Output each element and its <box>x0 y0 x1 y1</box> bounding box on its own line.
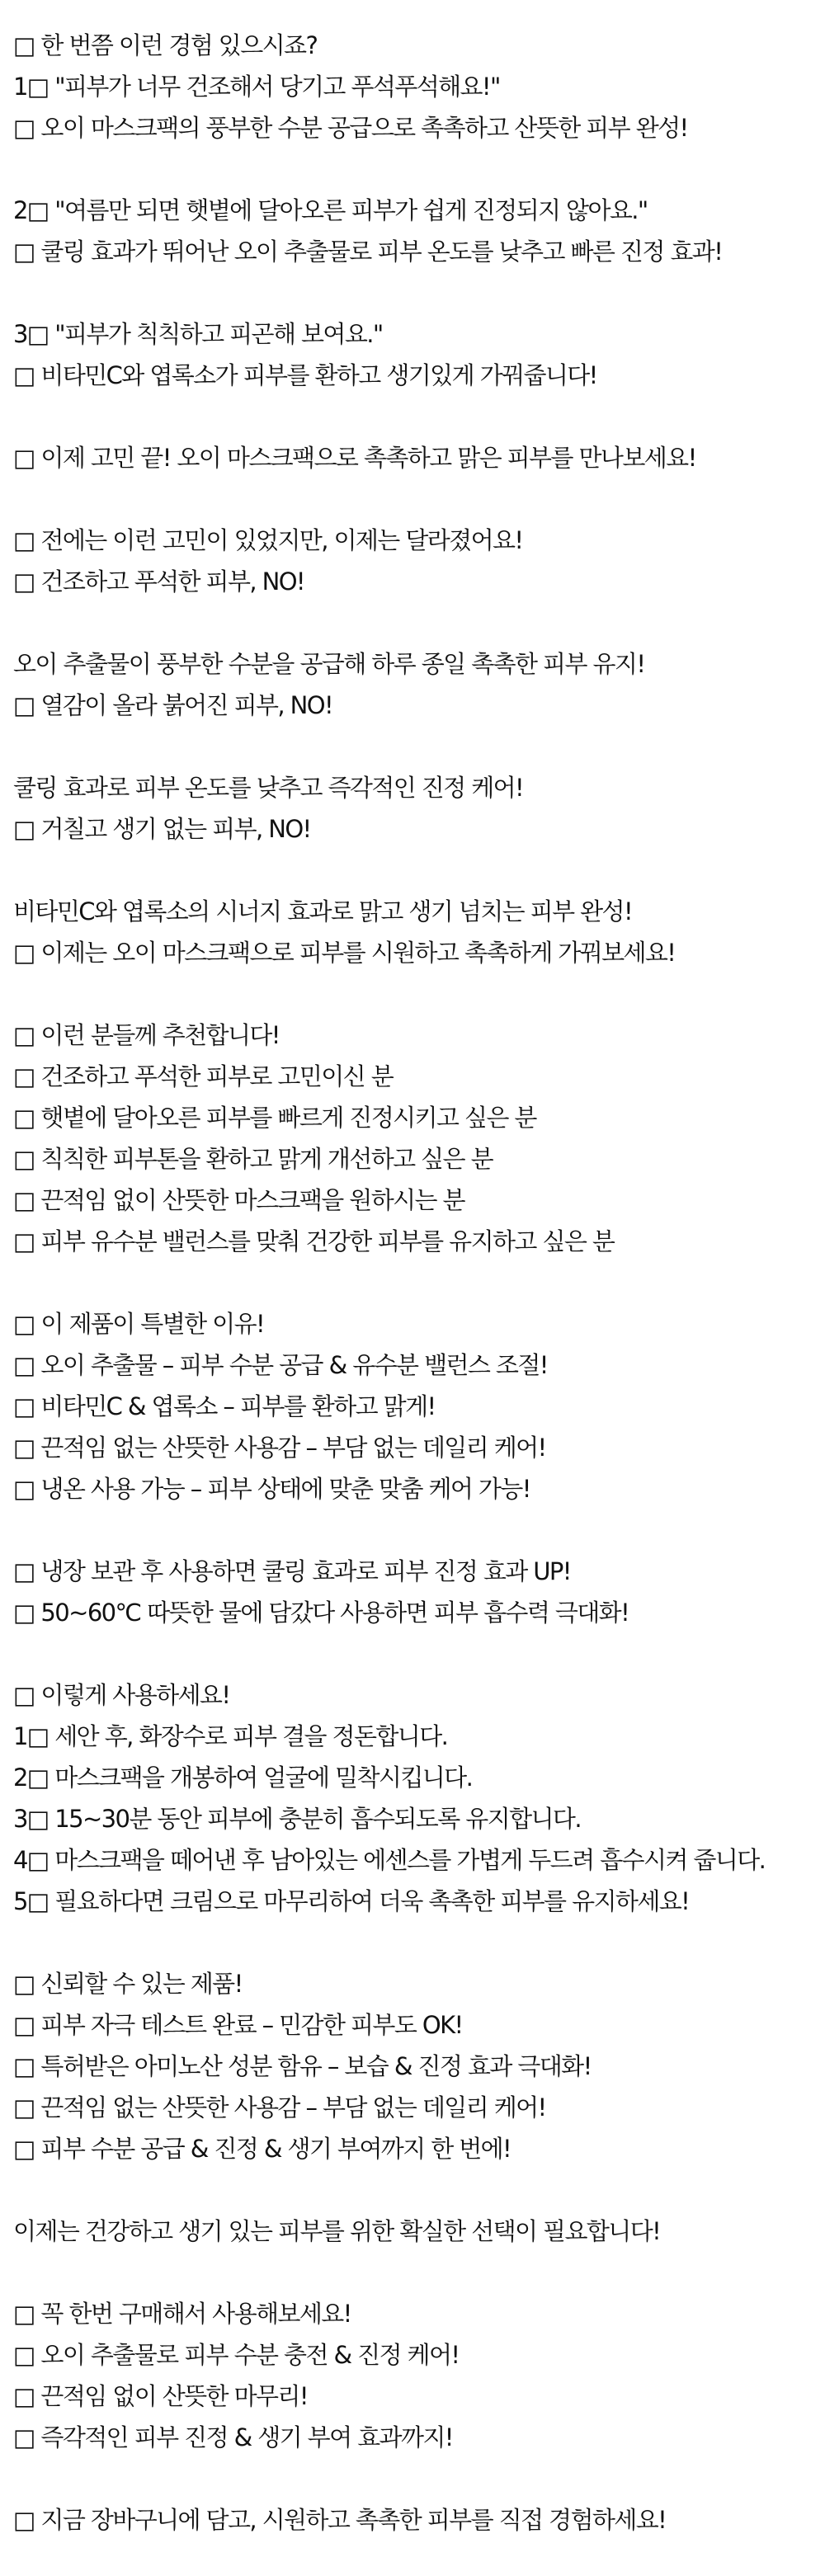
text-line: 2□ "여름만 되면 햇볕에 달아오른 피부가 쉽게 진정되지 않아요." <box>13 196 648 224</box>
text-line: 3□ 15~30분 동안 피부에 충분히 흡수되도록 유지합니다. <box>13 1805 581 1833</box>
text-line: □ 오이 마스크팩의 풍부한 수분 공급으로 촉촉하고 산뜻한 피부 완성! <box>13 114 688 142</box>
blank-line <box>13 396 825 437</box>
text-line: 비타민C와 엽록소의 시너지 효과로 맑고 생기 넘치는 피부 완성! <box>13 897 632 925</box>
text-line: □ 즉각적인 피부 진정 & 생기 부여 효과까지! <box>13 2423 453 2451</box>
text-line: □ 열감이 올라 붉어진 피부, NO! <box>13 691 332 719</box>
text-line: □ 이제 고민 끝! 오이 마스크팩으로 촉촉하고 맑은 피부를 만나보세요! <box>13 444 696 472</box>
text-line: □ 끈적임 없이 산뜻한 마스크팩을 원하시는 분 <box>13 1186 464 1214</box>
text-line: □ 건조하고 푸석한 피부로 고민이신 분 <box>13 1062 394 1090</box>
blank-line <box>13 1509 825 1551</box>
text-line: 4□ 마스크팩을 떼어낸 후 남아있는 에센스를 가볍게 두드려 흡수시켜 줍니다. <box>13 1846 766 1874</box>
text-line: □ 끈적임 없는 산뜻한 사용감 – 부담 없는 데일리 케어! <box>13 2093 546 2122</box>
text-line: □ 칙칙한 피부톤을 환하고 맑게 개선하고 싶은 분 <box>13 1145 493 1173</box>
text-line: □ 오이 추출물 – 피부 수분 공급 & 유수분 밸런스 조절! <box>13 1351 548 1379</box>
text-line: □ 한 번쯤 이런 경험 있으시죠? <box>13 31 318 59</box>
text-line: □ 쿨링 효과가 뛰어난 오이 추출물로 피부 온도를 낮추고 빠른 진정 효과! <box>13 238 723 266</box>
text-line: □ 비타민C와 엽록소가 피부를 환하고 생기있게 가꿔줍니다! <box>13 361 597 389</box>
text-line: □ 끈적임 없이 산뜻한 마무리! <box>13 2382 308 2410</box>
blank-line <box>13 2252 825 2293</box>
text-line: □ 이런 분들께 추천합니다! <box>13 1021 280 1049</box>
text-line: 3□ "피부가 칙칙하고 피곤해 보여요." <box>13 320 383 348</box>
text-line: □ 피부 유수분 밸런스를 맞춰 건강한 피부를 유지하고 싶은 분 <box>13 1227 615 1255</box>
text-line: □ 햇볕에 달아오른 피부를 빠르게 진정시키고 싶은 분 <box>13 1104 536 1132</box>
blank-line <box>13 1922 825 1963</box>
text-line: □ 지금 장바구니에 담고, 시원하고 촉촉한 피부를 직접 경험하세요! <box>13 2506 667 2534</box>
text-line: 2□ 마스크팩을 개봉하여 얼굴에 밀착시킵니다. <box>13 1764 473 1792</box>
text-line: □ 신뢰할 수 있는 제품! <box>13 1970 243 1998</box>
blank-line <box>13 2169 825 2211</box>
text-line: 5□ 필요하다면 크림으로 마무리하여 더욱 촉촉한 피부를 유지하세요! <box>13 1887 690 1915</box>
text-line: 이제는 건강하고 생기 있는 피부를 위한 확실한 선택이 필요합니다! <box>13 2217 661 2245</box>
text-line: □ 이렇게 사용하세요! <box>13 1681 230 1709</box>
text-line: □ 끈적임 없는 산뜻한 사용감 – 부담 없는 데일리 케어! <box>13 1434 546 1462</box>
text-line: □ 냉온 사용 가능 – 피부 상태에 맞춘 맞춤 케어 가능! <box>13 1475 530 1503</box>
text-line: 오이 추출물이 풍부한 수분을 공급해 하루 종일 촉촉한 피부 유지! <box>13 650 645 678</box>
blank-line <box>13 973 825 1015</box>
text-line: □ 이제는 오이 마스크팩으로 피부를 시원하고 촉촉하게 가꿔보세요! <box>13 939 676 967</box>
blank-line <box>13 1633 825 1674</box>
blank-line <box>13 850 825 891</box>
text-line: 1□ "피부가 너무 건조해서 당기고 푸석푸석해요!" <box>13 73 500 101</box>
text-line: 쿨링 효과로 피부 온도를 낮추고 즉각적인 진정 케어! <box>13 774 524 802</box>
text-line: □ 거칠고 생기 없는 피부, NO! <box>13 815 311 843</box>
blank-line <box>13 478 825 520</box>
blank-line <box>13 1262 825 1303</box>
blank-line <box>13 148 825 190</box>
text-line: □ 이 제품이 특별한 이유! <box>13 1310 265 1338</box>
blank-line <box>13 272 825 313</box>
text-line: □ 꼭 한번 구매해서 사용해보세요! <box>13 2300 351 2328</box>
text-line: □ 피부 자극 테스트 완료 – 민감한 피부도 OK! <box>13 2011 463 2039</box>
text-line: □ 전에는 이런 고민이 있었지만, 이제는 달라졌어요! <box>13 526 523 554</box>
text-line: □ 냉장 보관 후 사용하면 쿨링 효과로 피부 진정 효과 UP! <box>13 1557 571 1585</box>
text-line: □ 오이 추출물로 피부 수분 충전 & 진정 케어! <box>13 2341 460 2369</box>
blank-line <box>13 602 825 643</box>
text-line: □ 피부 수분 공급 & 진정 & 생기 부여까지 한 번에! <box>13 2135 512 2163</box>
text-line: □ 비타민C & 엽록소 – 피부를 환하고 맑게! <box>13 1392 436 1420</box>
text-line: □ 건조하고 푸석한 피부, NO! <box>13 567 304 596</box>
text-line: □ 50~60℃ 따뜻한 물에 담갔다 사용하면 피부 흡수력 극대화! <box>13 1599 629 1627</box>
blank-line <box>13 726 825 767</box>
text-line: □ 특허받은 아미노산 성분 함유 – 보습 & 진정 효과 극대화! <box>13 2052 592 2080</box>
text-line: 1□ 세안 후, 화장수로 피부 결을 정돈합니다. <box>13 1722 448 1750</box>
blank-line <box>13 2458 825 2499</box>
